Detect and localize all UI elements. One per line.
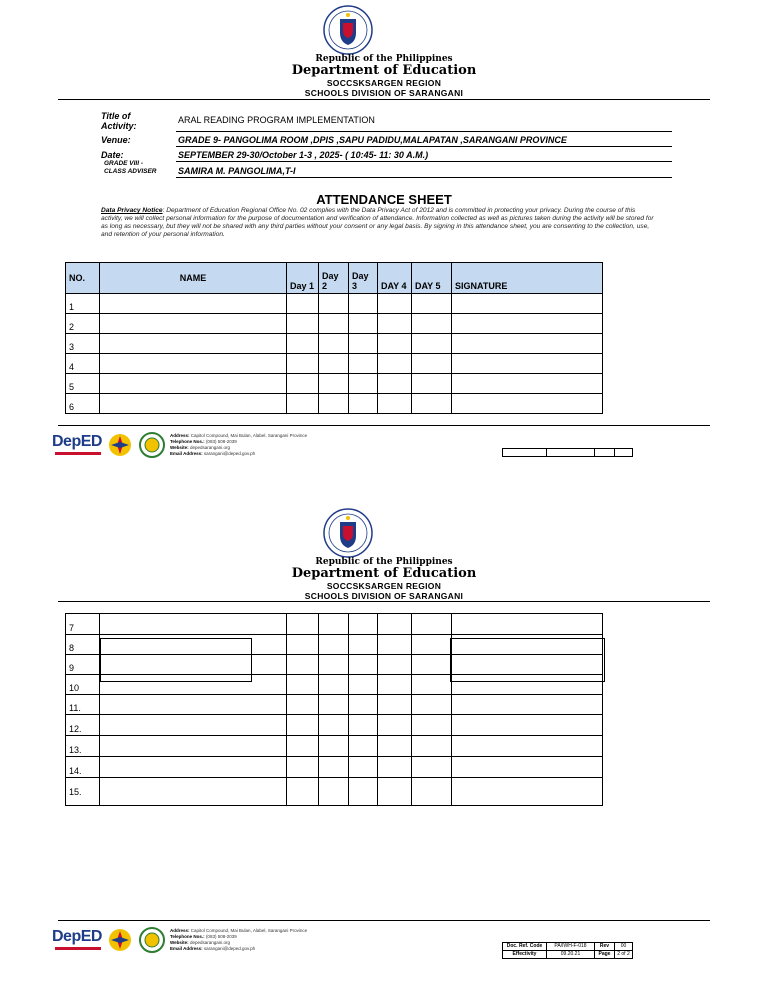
day5-cell[interactable] [412,334,452,354]
privacy-notice-label: Data Privacy Notice [101,207,163,214]
day1-cell[interactable] [287,394,319,414]
day1-cell[interactable] [287,736,319,757]
privacy-notice [101,207,658,239]
region-name: SOCCSKSARGEN REGION [326,78,442,88]
deped-logo-underline [55,947,101,950]
website-value: depedsarangani.org [189,445,230,450]
day4-cell[interactable] [378,394,412,414]
signature-cell[interactable] [452,314,603,334]
day3-cell[interactable] [349,614,378,635]
name-cell[interactable] [100,757,287,778]
day1-cell[interactable] [287,635,319,655]
phone-value: (083) 508-2039 [205,934,237,939]
day1-cell[interactable] [287,675,319,695]
day4-cell[interactable] [378,675,412,695]
day2-cell[interactable] [319,715,349,736]
doc-effectivity-label: Effectivity [503,951,547,959]
day5-cell[interactable] [412,736,452,757]
ref-empty-cell [615,449,633,457]
row-number: 3 [66,334,100,354]
header-divider [58,99,710,100]
signature-cell[interactable] [452,394,603,414]
doc-ref-code-value: PA/IWH-F-018 [547,943,595,951]
day1-cell[interactable] [287,715,319,736]
header-divider [58,601,710,602]
phone-label: Telephone Nos.: [170,934,205,939]
signature-cell[interactable] [452,695,603,715]
name-cell[interactable] [100,736,287,757]
bagong-pilipinas-icon [108,928,132,952]
day3-cell[interactable] [349,635,378,655]
name-cell[interactable] [100,614,287,635]
day4-cell[interactable] [378,334,412,354]
name-cell[interactable] [100,294,287,314]
republic-line: Republic of the Philippines [315,557,453,567]
header-no: NO. [66,263,100,294]
name-cell[interactable] [100,354,287,374]
venue-value: GRADE 9- PANGOLIMA ROOM ,DPIS ,SAPU PADIDU,MALAPATAN ,SARANGANI PROVINCE [178,135,567,145]
doc-effectivity-value: 09.20.21 [547,951,595,959]
day1-cell[interactable] [287,655,319,675]
day3-cell[interactable] [349,394,378,414]
day5-cell[interactable] [412,374,452,394]
ref-empty-cell [503,449,547,457]
day3-cell[interactable] [349,294,378,314]
ref-empty-cell [595,449,615,457]
row-number: 6 [66,394,100,414]
day3-cell[interactable] [349,374,378,394]
overlay-border-signature [450,638,605,682]
privacy-notice-text: : Department of Education Regional Office No. 02 complies with the Data Privacy Act of 2012 and is committed in protecting your privacy. During the course of this activity, we will collect personal information for the purpose of documentation and verification of attendance. Information collected as well as pictures taken during the activity will be stored for as long as necessary, but they will not be shared with any third parties without your consent or any legal basis. By signing in this attendance sheet, you are consenting to the collection, use, and retention of your personal information. [101,207,654,238]
email-label: Email Address: [170,946,203,951]
website-label: Website: [170,940,189,945]
day2-cell[interactable] [319,778,349,806]
attendance-table-page1 [65,262,603,414]
address-value: Capitol Compound, Mai Bulan, Alabel, Sarangani Province [190,433,308,438]
region-name: SOCCSKSARGEN REGION [326,581,442,591]
bagong-pilipinas-icon [108,433,132,457]
phone-value: (083) 508-2039 [205,439,237,444]
row-number: 15. [66,778,100,806]
overlay-border-name [100,638,252,682]
day1-cell[interactable] [287,614,319,635]
signature-cell[interactable] [452,778,603,806]
title-of-activity-label: Title of Activity: [101,111,137,131]
day4-cell[interactable] [378,294,412,314]
header-signature: SIGNATURE [452,263,603,294]
day3-cell[interactable] [349,757,378,778]
day2-cell[interactable] [319,675,349,695]
row-number: 9 [66,655,100,675]
day1-cell[interactable] [287,757,319,778]
signature-cell[interactable] [452,736,603,757]
row-number: 11. [66,695,100,715]
address-value: Capitol Compound, Mai Bulan, Alabel, Sarangani Province [190,928,308,933]
day4-cell[interactable] [378,778,412,806]
day3-cell[interactable] [349,314,378,334]
day1-cell[interactable] [287,334,319,354]
footer-logos-page2 [52,926,172,956]
day4-cell[interactable] [378,314,412,334]
footer-divider-page1 [58,425,710,426]
day2-cell[interactable] [319,757,349,778]
adviser-label-line2: CLASS ADVISER [104,168,157,175]
name-cell[interactable] [100,394,287,414]
day1-cell[interactable] [287,374,319,394]
doc-ref-table-page1 [502,448,633,457]
footer-address-page2 [170,928,307,952]
day5-cell[interactable] [412,394,452,414]
department-name: Department of Education [291,566,477,581]
day5-cell[interactable] [412,314,452,334]
doc-page-value: 2 of 2 [615,951,633,959]
header-day1: Day 1 [287,263,319,294]
row-number: 1 [66,294,100,314]
day2-cell[interactable] [319,655,349,675]
day4-cell[interactable] [378,736,412,757]
adviser-value: SAMIRA M. PANGOLIMA,T-I [178,166,296,176]
venue-label: Venue: [101,135,131,145]
row-number: 14. [66,757,100,778]
website-value: depedsarangani.org [189,940,230,945]
row-number: 8 [66,635,100,655]
email-label: Email Address: [170,451,203,456]
row-number: 13. [66,736,100,757]
header-name: NAME [100,263,287,294]
day4-cell[interactable] [378,655,412,675]
day5-cell[interactable] [412,757,452,778]
day4-cell[interactable] [378,374,412,394]
day1-cell[interactable] [287,695,319,715]
day3-cell[interactable] [349,715,378,736]
doc-ref-code-label: Doc. Ref. Code [503,943,547,951]
day2-cell[interactable] [319,374,349,394]
email-value: sarangani@deped.gov.ph [203,946,256,951]
day5-cell[interactable] [412,715,452,736]
date-underline [176,161,672,162]
day2-cell[interactable] [319,354,349,374]
header-day4: DAY 4 [378,263,412,294]
phone-label: Telephone Nos.: [170,439,205,444]
division-name: SCHOOLS DIVISION OF SARANGANI [304,88,464,98]
deped-seal-logo [323,5,373,55]
address-label: Address: [170,433,190,438]
row-number: 4 [66,354,100,374]
row-number: 7 [66,614,100,635]
day4-cell[interactable] [378,614,412,635]
day2-cell[interactable] [319,635,349,655]
name-cell[interactable] [100,374,287,394]
day3-cell[interactable] [349,354,378,374]
day4-cell[interactable] [378,715,412,736]
row-number: 10 [66,675,100,695]
attendance-sheet-title: ATTENDANCE SHEET [316,192,452,207]
adviser-underline [176,177,672,178]
name-cell[interactable] [100,715,287,736]
header-day2: Day 2 [319,263,349,294]
title-of-activity-value: ARAL READING PROGRAM IMPLEMENTATION [178,115,375,125]
doc-ref-table-page2 [502,942,633,959]
header-day5: DAY 5 [412,263,452,294]
doc-rev-label: Rev [595,943,615,951]
ref-empty-cell [547,449,595,457]
day5-cell[interactable] [412,655,452,675]
email-value: sarangani@deped.gov.ph [203,451,256,456]
name-cell[interactable] [100,778,287,806]
day5-cell[interactable] [412,354,452,374]
date-label: Date: [101,150,124,160]
title-underline [176,131,672,132]
adviser-label-line1: GRADE VIII - [104,160,144,167]
day3-cell[interactable] [349,675,378,695]
date-value: SEPTEMBER 29-30/October 1-3 , 2025- ( 10:45- 11: 30 A.M.) [178,150,429,160]
footer-logos-page1 [52,431,172,461]
division-name: SCHOOLS DIVISION OF SARANGANI [304,591,464,601]
day2-cell[interactable] [319,294,349,314]
day3-cell[interactable] [349,655,378,675]
row-number: 5 [66,374,100,394]
deped-seal-logo [323,508,373,558]
day4-cell[interactable] [378,354,412,374]
name-cell[interactable] [100,695,287,715]
signature-cell[interactable] [452,614,603,635]
day5-cell[interactable] [412,635,452,655]
day1-cell[interactable] [287,294,319,314]
day4-cell[interactable] [378,635,412,655]
website-label: Website: [170,445,189,450]
day2-cell[interactable] [319,314,349,334]
deped-logo-underline [55,452,101,455]
day3-cell[interactable] [349,778,378,806]
header-day3: Day 3 [349,263,378,294]
day1-cell[interactable] [287,778,319,806]
day5-cell[interactable] [412,294,452,314]
row-number: 2 [66,314,100,334]
day1-cell[interactable] [287,314,319,334]
day5-cell[interactable] [412,778,452,806]
day5-cell[interactable] [412,675,452,695]
day3-cell[interactable] [349,695,378,715]
day3-cell[interactable] [349,334,378,354]
doc-page-label: Page [595,951,615,959]
venue-underline [176,146,672,147]
day4-cell[interactable] [378,757,412,778]
signature-cell[interactable] [452,354,603,374]
address-label: Address: [170,928,190,933]
footer-divider-page2 [58,920,710,921]
signature-cell[interactable] [452,374,603,394]
day5-cell[interactable] [412,695,452,715]
signature-cell[interactable] [452,757,603,778]
division-seal-icon [139,927,165,953]
signature-cell[interactable] [452,715,603,736]
row-number: 12. [66,715,100,736]
day1-cell[interactable] [287,354,319,374]
deped-logo: DepED [52,928,102,945]
day2-cell[interactable] [319,334,349,354]
day4-cell[interactable] [378,695,412,715]
day3-cell[interactable] [349,736,378,757]
doc-rev-value: 00 [615,943,633,951]
day2-cell[interactable] [319,736,349,757]
day2-cell[interactable] [319,614,349,635]
division-seal-icon [139,432,165,458]
name-cell[interactable] [100,334,287,354]
day2-cell[interactable] [319,394,349,414]
name-cell[interactable] [100,314,287,334]
deped-logo: DepED [52,433,102,450]
signature-cell[interactable] [452,334,603,354]
footer-address-page1 [170,433,307,457]
day2-cell[interactable] [319,695,349,715]
department-name: Department of Education [291,63,477,78]
republic-line: Republic of the Philippines [315,54,453,64]
day5-cell[interactable] [412,614,452,635]
signature-cell[interactable] [452,294,603,314]
